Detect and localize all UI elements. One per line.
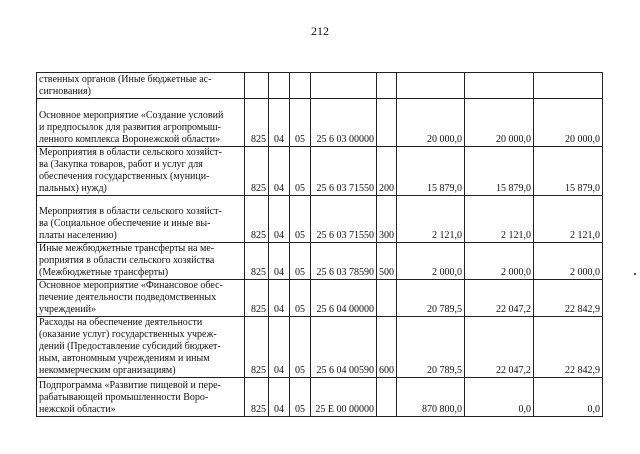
amount-year2-cell: 15 879,0 [465, 147, 534, 196]
amount-year2-cell: 0,0 [465, 378, 534, 417]
ministry-code-cell: 825 [245, 378, 269, 417]
target-article-cell: 25 6 03 00000 [311, 99, 377, 147]
expense-type-cell: 300 [377, 196, 397, 243]
row-name-cell: Мероприятия в области сельского хозяйст- ва (Социальное обеспечение и иные вы- платы населению) [37, 196, 245, 243]
row-name-cell: ственных органов (Иные бюджетные ас- сигнования) [37, 73, 245, 99]
row-name-cell: Основное мероприятие «Финансовое обес- печение деятельности подведомственных учреждений» [37, 280, 245, 317]
section-cell: 04 [269, 243, 290, 280]
amount-year2-cell: 2 121,0 [465, 196, 534, 243]
target-article-cell: 25 6 04 00590 [311, 317, 377, 378]
section-cell: 04 [269, 378, 290, 417]
ministry-code-cell: 825 [245, 196, 269, 243]
amount-year2-cell: 2 000,0 [465, 243, 534, 280]
target-article-cell [311, 73, 377, 99]
amount-year2-cell: 20 000,0 [465, 99, 534, 147]
amount-year1-cell: 870 800,0 [397, 378, 465, 417]
subsection-cell [290, 73, 311, 99]
expense-type-cell: 500 [377, 243, 397, 280]
amount-year3-cell: 15 879,0 [534, 147, 603, 196]
amount-year3-cell: 2 121,0 [534, 196, 603, 243]
target-article-cell: 25 6 03 71550 [311, 147, 377, 196]
amount-year3-cell: 22 842,9 [534, 317, 603, 378]
expense-type-cell [377, 378, 397, 417]
subsection-cell: 05 [290, 317, 311, 378]
table-row [37, 147, 603, 196]
amount-year3-cell: 20 000,0 [534, 99, 603, 147]
table-row [37, 317, 603, 378]
amount-year1-cell: 20 789,5 [397, 280, 465, 317]
subsection-cell: 05 [290, 243, 311, 280]
table-row [37, 196, 603, 243]
amount-year1-cell: 2 000,0 [397, 243, 465, 280]
expense-type-cell [377, 73, 397, 99]
subsection-cell: 05 [290, 196, 311, 243]
table-row [37, 73, 603, 99]
section-cell: 04 [269, 196, 290, 243]
table-row [37, 243, 603, 280]
amount-year1-cell: 20 789,5 [397, 317, 465, 378]
expense-type-cell: 600 [377, 317, 397, 378]
ministry-code-cell: 825 [245, 99, 269, 147]
amount-year3-cell: 22 842,9 [534, 280, 603, 317]
section-cell: 04 [269, 280, 290, 317]
amount-year1-cell: 20 000,0 [397, 99, 465, 147]
row-name-cell: Основное мероприятие «Создание условий и предпосылок для развития агропромыш- ленного комплекса Воронежской области» [37, 99, 245, 147]
subsection-cell: 05 [290, 99, 311, 147]
ministry-code-cell: 825 [245, 243, 269, 280]
section-cell [269, 73, 290, 99]
row-name-cell: Мероприятия в области сельского хозяйст- ва (Закупка товаров, работ и услуг для обеспечения государственных (муници- пальных) нужд) [37, 147, 245, 196]
target-article-cell: 25 6 03 78590 [311, 243, 377, 280]
margin-mark [634, 273, 636, 275]
subsection-cell: 05 [290, 378, 311, 417]
amount-year2-cell: 22 047,2 [465, 280, 534, 317]
budget-table [36, 72, 603, 417]
section-cell: 04 [269, 147, 290, 196]
amount-year1-cell [397, 73, 465, 99]
expense-type-cell: 200 [377, 147, 397, 196]
table-row [37, 378, 603, 417]
table-row [37, 99, 603, 147]
amount-year3-cell: 0,0 [534, 378, 603, 417]
amount-year1-cell: 2 121,0 [397, 196, 465, 243]
amount-year2-cell [465, 73, 534, 99]
amount-year3-cell: 2 000,0 [534, 243, 603, 280]
expense-type-cell [377, 280, 397, 317]
target-article-cell: 25 Е 00 00000 [311, 378, 377, 417]
row-name-cell: Иные межбюджетные трансферты на ме- роприятия в области сельского хозяйства (Межбюджетные трансферты) [37, 243, 245, 280]
table-row [37, 280, 603, 317]
ministry-code-cell: 825 [245, 317, 269, 378]
target-article-cell: 25 6 03 71550 [311, 196, 377, 243]
subsection-cell: 05 [290, 147, 311, 196]
expense-type-cell [377, 99, 397, 147]
page-number: 212 [311, 24, 329, 38]
row-name-cell: Расходы на обеспечение деятельности (оказание услуг) государственных учреж- дений (Предоставление субсидий бюджет- ным, автономным учреждениям и иным некоммерческим организациям) [37, 317, 245, 378]
ministry-code-cell: 825 [245, 280, 269, 317]
ministry-code-cell: 825 [245, 147, 269, 196]
amount-year2-cell: 22 047,2 [465, 317, 534, 378]
amount-year1-cell: 15 879,0 [397, 147, 465, 196]
table-body [37, 73, 603, 417]
subsection-cell: 05 [290, 280, 311, 317]
section-cell: 04 [269, 99, 290, 147]
ministry-code-cell [245, 73, 269, 99]
target-article-cell: 25 6 04 00000 [311, 280, 377, 317]
section-cell: 04 [269, 317, 290, 378]
row-name-cell: Подпрограмма «Развитие пищевой и пере- рабатывающей промышленности Воро- нежской области» [37, 378, 245, 417]
amount-year3-cell [534, 73, 603, 99]
